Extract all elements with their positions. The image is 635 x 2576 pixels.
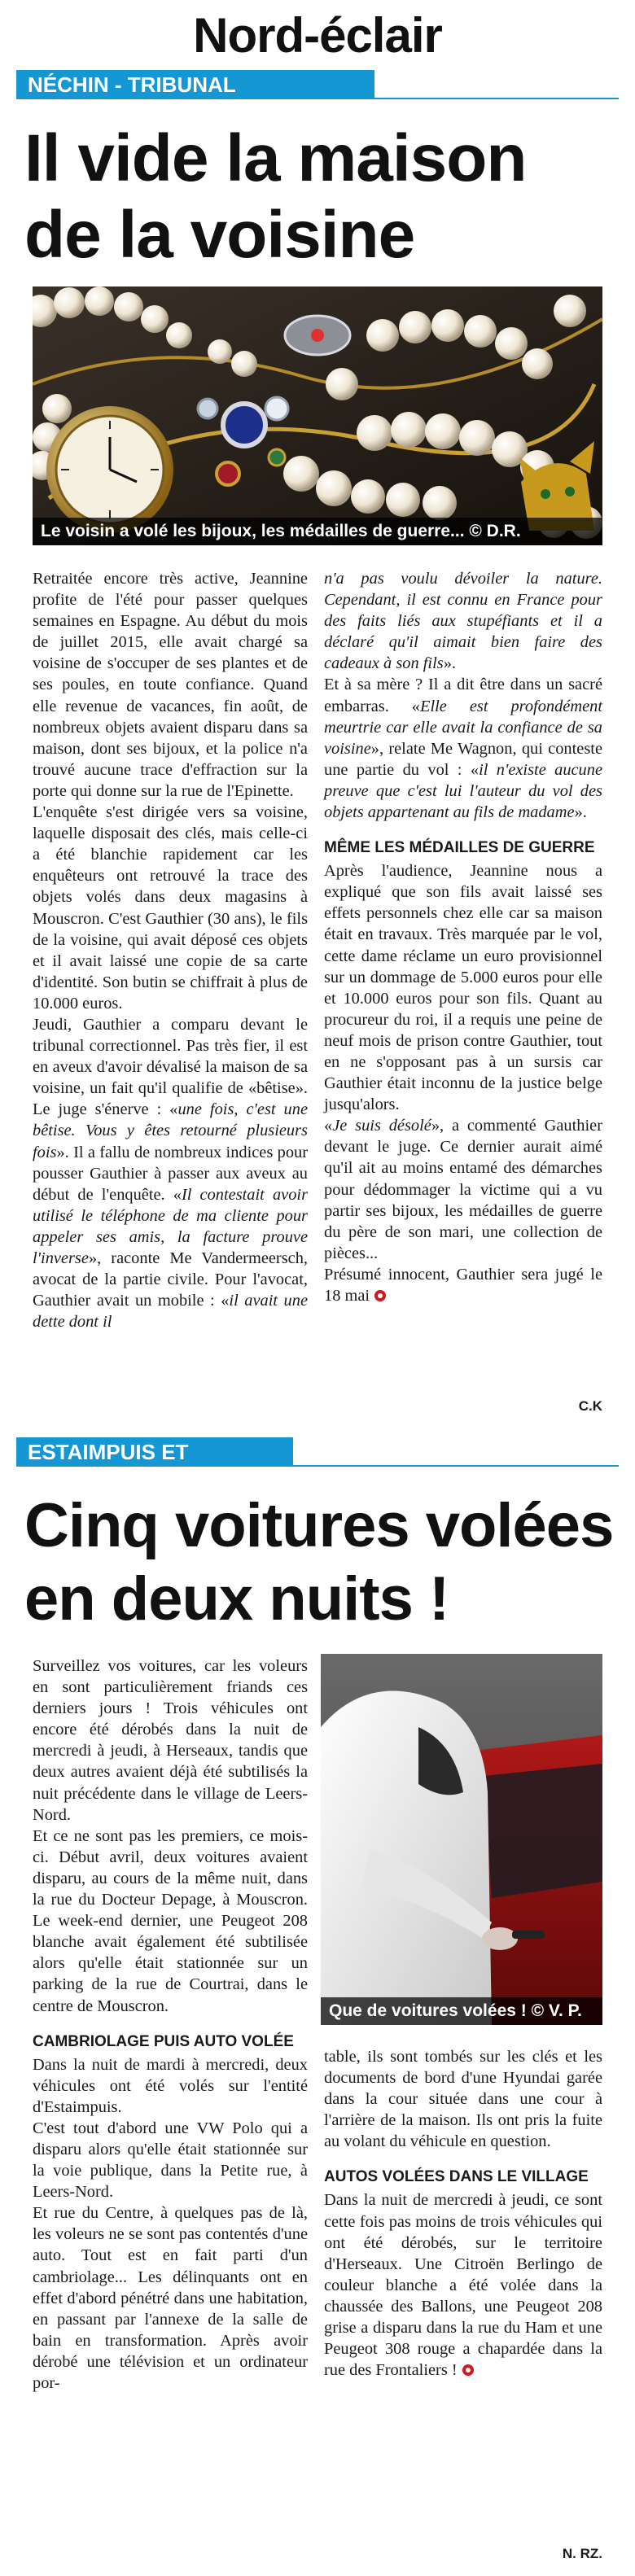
masthead-logo: Nord-éclair — [193, 8, 442, 63]
article2-column-2 — [324, 2046, 602, 2381]
photo-caption: Le voisin a volé les bijoux, les médailles de guerre... © D.R. — [33, 518, 602, 545]
paragraph: Dans la nuit de mercredi à jeudi, ce sont cette fois pas moins de trois véhicules qui ont été dérobés, sur le territoire d'Herseaux. Une Citroën Berlingo de couleur blanche a été volée dans la chaussée des Ballons, une Peugeot 208 grise a disparu dans la rue du Ham et une Peugeot 308 rouge a chapardée dans la rue des Frontaliers ! — [324, 2191, 602, 2380]
paragraph: Après l'audience, Jeannine nous a expliqué que son fils avait laissé ses effets personnels chez elle car sa maison était en travaux. Très marquée par le vol, cette dame réclame un euro provisionnel sur un dommage de 5.000 euros pour elle et 10.000 euros pour son fils. Quant au procureur du roi, il a requis une peine de neuf mois de prison contre Gauthier, tout en ne s'opposant pas à un sursis car Gauthier était inconnu de la justice belge jusqu'alors. — [324, 862, 602, 1114]
photo-caption: Que de voitures volées ! © V. P. — [321, 1997, 602, 2025]
end-mark-icon — [374, 1290, 386, 1301]
paragraph: table, ils sont tombés sur les clés et les documents de bord d'une Hyundai garée dans la cour située dans une cour à l'arrière de la maison. Ils ont pris la fuite au volant du véhicule en question. — [324, 2048, 602, 2151]
subheading: CAMBRIOLAGE PUIS AUTO VOLÉE — [33, 2032, 294, 2050]
headline — [24, 120, 619, 273]
signature: C.K — [578, 1398, 602, 1414]
paragraph: L'enquête s'est dirigée vers sa voisine, laquelle disposait des clés, mais celle-ci a été blanchie rapidement car les enquêteurs ont retrouvé la trace des objets volés dans deux magasins à Mouscron. C'est Gauthier (30 ans), le fils de la voisine, qui avait déposé ces objets et il avait laissé une copie de sa carte d'identité. Son butin se chiffrait à plus de 10.000 euros. — [33, 803, 308, 1012]
end-mark-icon — [462, 2364, 474, 2376]
paragraph: «Je suis désolé», a commenté Gauthier devant le juge. Ce dernier aurait aimé qu'il ait au moins entamé des démarches pour dédommager la victime qui a vu partir ses bijoux, les médailles de guerre du père de son mari, une collection de pièces... — [324, 1117, 602, 1262]
signature: N. RZ. — [562, 2546, 602, 2561]
paragraph: Retraitée encore très active, Jeannine profite de l'été pour passer quelques semaines en Espagne. Au début du mois de juillet 2015, elle avait chargé sa voisine de s'occuper de ses plantes et de ses poules, en toute confiance. Quand elle revenue de vacances, fin août, de nombreux objets avaient disparu dans sa maison, dont ses bijoux, et la police n'a trouvé aucune trace d'effraction sur la porte qui donne sur la rue de l'Epinette. — [33, 570, 308, 800]
car-theft-illustration — [321, 1654, 602, 2025]
paragraph: Et à sa mère ? Il a dit être dans un sacré embarras. «Elle est profondément meurtrie car elle avait la confiance de sa voisine», relate Me Wagnon, qui conteste une partie du vol : «il n'existe aucune preuve que c'est lui l'auteur du vol des objets appartenant au fils de madame». — [324, 676, 603, 822]
headline-line: de la voisine — [24, 198, 415, 272]
article2-column-1 — [33, 1655, 308, 2394]
rubric-rule — [16, 1465, 619, 1467]
headline-line: Cinq voitures volées — [24, 1491, 614, 1560]
paragraph: Dans la nuit de mardi à mercredi, deux véhicules ont été volés sur l'entité d'Estaimpuis. — [33, 2055, 308, 2116]
paragraph: C'est tout d'abord une VW Polo qui a disparu alors qu'elle était stationnée sur la voie publique, dans la Petite rue, à Leers-Nord. — [33, 2119, 308, 2202]
subheading: AUTOS VOLÉES DANS LE VILLAGE — [324, 2168, 589, 2186]
rubric-rule — [16, 98, 619, 99]
paragraph: Présumé innocent, Gauthier sera jugé le 18 mai — [324, 1265, 602, 1305]
article1-column-1 — [33, 568, 308, 1332]
car-theft-photo — [321, 1654, 602, 2025]
rubric-bar: NÉCHIN - TRIBUNAL CORRECTIONNEL — [16, 70, 374, 99]
article1-column-2 — [324, 568, 602, 1306]
headline — [24, 1489, 619, 1636]
headline-line: Il vide la maison — [24, 121, 527, 195]
headline-line: en deux nuits ! — [24, 1564, 449, 1634]
paragraph: Et ce ne sont pas les premiers, ce mois-ci. Début avril, deux voitures avaient disparu, au cours de la même nuit, dans la rue du Docteur Depage, à Mouscron. Le week-end dernier, une Peugeot 208 blanche avait également été subtilisée alors qu'elle était stationnée sur un parking de la rue de Courtrai, dans le centre de Mouscron. — [33, 1826, 308, 2015]
paragraph: Surveillez vos voitures, car les voleurs en sont particulièrement friands ces derniers jours ! Trois véhicules ont encore été dérobés dans la nuit de mercredi à jeudi, à Herseaux, tandis que deux autres avaient déjà été subtilisés la nuit précédente dans le village de Leers-Nord. — [33, 1657, 308, 1824]
paragraph: Jeudi, Gauthier a comparu devant le tribunal correctionnel. Pas très fier, il est en aveux d'avoir dévalisé la maison de sa voisine, un fait qu'il qualifie de «bêtise». Le juge s'énerve : «une fois, c'est une bêtise. Vous y êtes retourné plusieurs fois». Il a fallu de nombreux indices pour pousser Gauthier à passer aux aveux au début de l'enquête. «Il contestait avoir utilisé le téléphone de ma cliente pour appeler ses amis, la facture prouve l'inverse», raconte Me Vandermeersch, avocat de la partie civile. Pour l'avocat, Gauthier avait un mobile : «il avait une dette dont il — [33, 1015, 309, 1332]
rubric-bar: ESTAIMPUIS ET HERSEAUX — [16, 1437, 293, 1467]
subheading: MÊME LES MÉDAILLES DE GUERRE — [324, 839, 595, 857]
jewelry-photo — [33, 286, 602, 545]
paragraph: n'a pas voulu dévoiler la nature. Cependant, il est connu en France pour des faits liés aux stupéfiants et il a déclaré qu'il aimait bien faire des cadeaux à son fils». — [324, 570, 602, 673]
paragraph: Et rue du Centre, à quelques pas de là, les voleurs ne se sont pas contentés d'une auto. Tout est en fait parti d'un cambriolage... Les délinquants ont en effet d'abord pénétré dans une habitation, en passant par l'annexe de la salle de bain en transformation. Après avoir dérobé une télévision et un ordinateur por- — [33, 2204, 308, 2392]
jewelry-illustration — [33, 286, 602, 545]
